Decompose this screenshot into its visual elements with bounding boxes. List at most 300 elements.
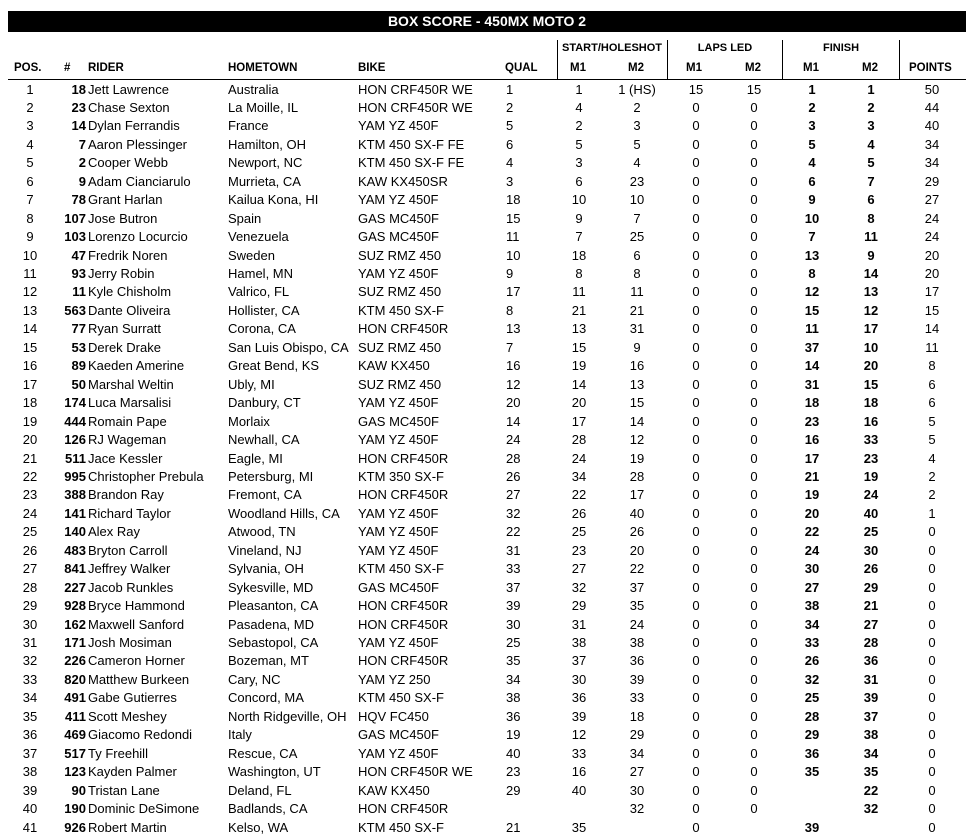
cell-laps-m2: 0 xyxy=(750,487,758,503)
header-points: POINTS xyxy=(909,62,952,74)
cell-laps-m2: 0 xyxy=(750,284,758,300)
cell-qual: 39 xyxy=(506,598,521,614)
cell-start-m1: 34 xyxy=(571,468,587,484)
cell-laps-m2: 0 xyxy=(750,247,758,263)
cell-hometown: Badlands, CA xyxy=(228,801,308,817)
cell-start-m2: 38 xyxy=(629,635,645,650)
cell-rider: Jacob Runkles xyxy=(88,579,174,595)
cell-points: 2 xyxy=(928,487,936,503)
cell-laps-m2: 0 xyxy=(750,192,758,208)
cell-laps-m2: 0 xyxy=(750,229,758,245)
cell-start-m2: 12 xyxy=(629,432,645,448)
cell-start-m2: 34 xyxy=(629,745,645,761)
cell-finish-m1: 33 xyxy=(804,635,820,650)
cell-laps-m2: 0 xyxy=(750,745,758,761)
cell-laps-m2: 0 xyxy=(750,598,758,614)
cell-qual: 33 xyxy=(506,561,521,577)
cell-start-m2: 32 xyxy=(629,801,645,817)
cell-finish-m1: 34 xyxy=(804,616,820,632)
cell-hometown: Corona, CA xyxy=(228,321,296,337)
cell-laps-m1: 0 xyxy=(692,413,700,429)
cell-number: 14 xyxy=(71,118,86,134)
table-row xyxy=(8,671,966,690)
cell-finish-m2: 30 xyxy=(863,542,879,558)
cell-bike: YAM YZ 450F xyxy=(358,395,439,411)
cell-pos: 21 xyxy=(22,450,38,466)
cell-finish-m2: 33 xyxy=(863,432,879,448)
cell-finish-m1: 14 xyxy=(804,358,820,374)
cell-number: 444 xyxy=(64,413,86,429)
cell-laps-m2: 15 xyxy=(746,81,762,97)
cell-qual: 5 xyxy=(506,118,514,134)
cell-laps-m1: 0 xyxy=(692,764,700,780)
cell-pos: 18 xyxy=(22,395,38,411)
cell-finish-m1: 38 xyxy=(804,598,820,614)
cell-finish-m2: 24 xyxy=(863,487,879,503)
cell-bike: KTM 450 SX-F xyxy=(358,690,444,706)
cell-start-m1: 28 xyxy=(571,432,587,448)
cell-start-m2: 9 xyxy=(633,339,641,355)
cell-finish-m2: 13 xyxy=(863,284,879,300)
cell-pos: 8 xyxy=(26,210,34,226)
cell-laps-m2: 0 xyxy=(750,173,758,189)
cell-qual: 29 xyxy=(506,782,521,798)
cell-laps-m1: 0 xyxy=(692,690,700,706)
cell-points: 0 xyxy=(928,598,936,614)
cell-finish-m1: 26 xyxy=(804,653,820,669)
table-row xyxy=(8,634,966,653)
cell-start-m2: 17 xyxy=(629,487,645,503)
table-row xyxy=(8,616,966,635)
cell-bike: YAM YZ 450F xyxy=(358,524,439,540)
cell-points: 0 xyxy=(928,653,936,669)
cell-finish-m2: 20 xyxy=(863,358,879,374)
cell-start-m1: 35 xyxy=(571,819,587,835)
cell-hometown: Newport, NC xyxy=(228,155,303,171)
cell-laps-m1: 0 xyxy=(692,727,700,743)
table-row xyxy=(8,247,966,266)
cell-finish-m1: 10 xyxy=(804,210,820,226)
cell-rider: Kaeden Amerine xyxy=(88,358,185,374)
cell-points: 0 xyxy=(928,579,936,595)
cell-pos: 27 xyxy=(22,561,38,577)
cell-bike: HON CRF450R xyxy=(358,598,449,614)
cell-points: 0 xyxy=(928,542,936,558)
cell-laps-m1: 0 xyxy=(692,616,700,632)
table-row xyxy=(8,468,966,487)
cell-points: 5 xyxy=(928,432,936,448)
cell-points: 0 xyxy=(928,671,936,687)
cell-number: 227 xyxy=(64,579,86,595)
box-score-title: BOX SCORE - 450MX MOTO 2 xyxy=(8,11,966,32)
table-row xyxy=(8,357,966,376)
cell-start-m2: 1 (HS) xyxy=(618,81,656,97)
cell-rider: Lorenzo Locurcio xyxy=(88,229,188,245)
cell-number: 517 xyxy=(64,745,86,761)
cell-points: 4 xyxy=(928,450,936,466)
cell-rider: Grant Harlan xyxy=(88,192,163,208)
cell-bike: HQV FC450 xyxy=(358,708,429,724)
table-row xyxy=(8,505,966,524)
cell-qual: 17 xyxy=(506,284,521,300)
cell-pos: 28 xyxy=(22,579,38,595)
cell-start-m2: 39 xyxy=(629,671,645,687)
cell-laps-m1: 0 xyxy=(692,173,700,189)
cell-pos: 7 xyxy=(26,192,34,208)
cell-start-m1: 38 xyxy=(571,635,587,650)
cell-pos: 33 xyxy=(22,671,38,687)
cell-rider: Kyle Chisholm xyxy=(88,284,172,300)
cell-start-m1: 24 xyxy=(571,450,587,466)
cell-pos: 24 xyxy=(22,505,38,521)
cell-number: 47 xyxy=(71,247,86,263)
header-bike: BIKE xyxy=(358,62,386,74)
cell-points: 0 xyxy=(928,690,936,706)
cell-pos: 1 xyxy=(26,81,34,97)
cell-finish-m2: 17 xyxy=(863,321,879,337)
table-row xyxy=(8,320,966,339)
cell-points: 2 xyxy=(928,468,936,484)
cell-qual: 11 xyxy=(506,229,520,245)
table-row xyxy=(8,782,966,801)
cell-laps-m2: 0 xyxy=(750,561,758,577)
cell-start-m1: 9 xyxy=(575,210,583,226)
cell-hometown: Pleasanton, CA xyxy=(228,598,319,614)
cell-points: 0 xyxy=(928,801,936,817)
cell-finish-m1: 9 xyxy=(808,192,816,208)
cell-number: 126 xyxy=(64,432,86,448)
cell-finish-m2: 10 xyxy=(863,339,879,355)
cell-qual: 13 xyxy=(506,321,521,337)
cell-start-m2: 2 xyxy=(633,99,641,115)
cell-laps-m1: 0 xyxy=(692,247,700,263)
cell-start-m1: 14 xyxy=(571,376,587,392)
cell-number: 18 xyxy=(71,81,86,97)
cell-pos: 22 xyxy=(22,468,38,484)
cell-pos: 3 xyxy=(26,118,34,134)
cell-points: 11 xyxy=(925,339,939,355)
cell-start-m1: 21 xyxy=(571,302,587,318)
cell-finish-m1: 11 xyxy=(805,321,819,337)
cell-points: 0 xyxy=(928,782,936,798)
cell-hometown: Murrieta, CA xyxy=(228,173,301,189)
cell-start-m2: 3 xyxy=(633,118,641,134)
cell-points: 0 xyxy=(928,745,936,761)
cell-hometown: Great Bend, KS xyxy=(228,358,320,374)
cell-start-m2: 28 xyxy=(629,468,645,484)
cell-hometown: Ubly, MI xyxy=(228,376,275,392)
cell-points: 34 xyxy=(924,155,940,171)
cell-start-m1: 37 xyxy=(571,653,587,669)
cell-finish-m1: 31 xyxy=(804,376,820,392)
cell-rider: Tristan Lane xyxy=(88,782,160,798)
table-row xyxy=(8,81,966,100)
cell-points: 0 xyxy=(928,616,936,632)
cell-bike: SUZ RMZ 450 xyxy=(358,284,442,300)
cell-pos: 23 xyxy=(22,487,38,503)
cell-start-m2: 15 xyxy=(629,395,645,411)
cell-hometown: Valrico, FL xyxy=(228,284,290,300)
table-row xyxy=(8,173,966,192)
cell-laps-m2: 0 xyxy=(750,505,758,521)
cell-qual: 4 xyxy=(506,155,514,171)
cell-rider: Jeffrey Walker xyxy=(88,561,171,577)
cell-qual: 6 xyxy=(506,136,514,152)
cell-laps-m2: 0 xyxy=(750,155,758,171)
cell-start-m2: 36 xyxy=(629,653,645,669)
cell-points: 40 xyxy=(924,118,940,134)
table-row xyxy=(8,302,966,321)
cell-pos: 14 xyxy=(22,321,38,337)
cell-start-m2: 31 xyxy=(629,321,645,337)
cell-start-m2: 22 xyxy=(629,561,645,577)
cell-hometown: Newhall, CA xyxy=(228,432,300,448)
cell-points: 0 xyxy=(928,727,936,743)
table-row xyxy=(8,376,966,395)
cell-start-m1: 12 xyxy=(571,727,587,743)
cell-number: 23 xyxy=(71,99,86,115)
cell-pos: 39 xyxy=(22,782,38,798)
cell-finish-m2: 28 xyxy=(863,635,879,650)
table-row xyxy=(8,689,966,708)
cell-start-m1: 17 xyxy=(571,413,587,429)
table-row xyxy=(8,117,966,136)
cell-finish-m2: 6 xyxy=(867,192,875,208)
cell-number: 2 xyxy=(78,155,86,171)
cell-pos: 6 xyxy=(26,173,34,189)
cell-finish-m2: 27 xyxy=(863,616,879,632)
cell-qual: 27 xyxy=(506,487,521,503)
cell-points: 1 xyxy=(928,505,936,521)
cell-finish-m1: 1 xyxy=(808,81,816,97)
cell-pos: 30 xyxy=(22,616,38,632)
cell-laps-m1: 0 xyxy=(692,99,700,115)
cell-rider: Brandon Ray xyxy=(88,487,164,503)
cell-number: 820 xyxy=(64,671,86,687)
cell-bike: HON CRF450R xyxy=(358,450,449,466)
cell-laps-m2: 0 xyxy=(750,764,758,780)
cell-laps-m1: 0 xyxy=(692,155,700,171)
cell-qual: 8 xyxy=(506,302,514,318)
cell-laps-m2: 0 xyxy=(750,671,758,687)
cell-finish-m1: 3 xyxy=(808,118,816,134)
cell-number: 995 xyxy=(64,468,86,484)
divider xyxy=(667,40,668,80)
cell-start-m2: 20 xyxy=(629,542,645,558)
cell-laps-m1: 0 xyxy=(692,229,700,245)
cell-rider: Adam Cianciarulo xyxy=(88,173,191,189)
cell-bike: GAS MC450F xyxy=(358,413,439,429)
cell-rider: Alex Ray xyxy=(88,524,141,540)
cell-finish-m2: 35 xyxy=(863,764,879,780)
cell-bike: YAM YZ 450F xyxy=(358,635,439,650)
cell-laps-m1: 0 xyxy=(692,671,700,687)
cell-qual: 30 xyxy=(506,616,521,632)
cell-finish-m2: 2 xyxy=(867,99,875,115)
cell-qual: 2 xyxy=(506,99,514,115)
cell-start-m1: 13 xyxy=(571,321,587,337)
cell-start-m2: 8 xyxy=(633,266,641,281)
cell-laps-m1: 0 xyxy=(692,561,700,577)
table-row xyxy=(8,191,966,210)
cell-rider: Romain Pape xyxy=(88,413,167,429)
cell-start-m1: 20 xyxy=(571,395,587,411)
cell-points: 0 xyxy=(928,635,936,650)
table-row xyxy=(8,413,966,432)
cell-finish-m1: 35 xyxy=(804,764,820,780)
cell-laps-m1: 0 xyxy=(692,542,700,558)
cell-rider: Derek Drake xyxy=(88,339,161,355)
table-row xyxy=(8,726,966,745)
cell-finish-m1: 27 xyxy=(804,579,820,595)
cell-laps-m1: 0 xyxy=(692,266,700,281)
cell-number: 483 xyxy=(64,542,86,558)
cell-rider: Giacomo Redondi xyxy=(88,727,193,743)
cell-finish-m2: 21 xyxy=(863,598,879,614)
cell-laps-m1: 0 xyxy=(692,339,700,355)
table-row xyxy=(8,228,966,247)
cell-laps-m2: 0 xyxy=(750,708,758,724)
cell-laps-m2: 0 xyxy=(750,413,758,429)
cell-finish-m1: 19 xyxy=(804,487,820,503)
cell-laps-m1: 0 xyxy=(692,321,700,337)
cell-finish-m1: 32 xyxy=(804,671,820,687)
cell-start-m2: 6 xyxy=(633,247,641,263)
cell-start-m1: 3 xyxy=(575,155,583,171)
cell-laps-m1: 0 xyxy=(692,801,700,817)
cell-laps-m1: 0 xyxy=(692,653,700,669)
cell-qual: 19 xyxy=(506,727,521,743)
cell-rider: Josh Mosiman xyxy=(88,635,172,650)
cell-finish-m1: 30 xyxy=(804,561,820,577)
cell-start-m1: 25 xyxy=(571,524,587,540)
cell-start-m1: 29 xyxy=(571,598,587,614)
table-row xyxy=(8,579,966,598)
cell-hometown: Rescue, CA xyxy=(228,745,298,761)
header-laps-m1: M1 xyxy=(686,62,702,74)
cell-finish-m1: 24 xyxy=(804,542,820,558)
cell-rider: Jose Butron xyxy=(88,210,158,226)
cell-hometown: La Moille, IL xyxy=(228,99,299,115)
cell-laps-m1: 0 xyxy=(692,598,700,614)
table-row xyxy=(8,450,966,469)
table-row xyxy=(8,745,966,764)
cell-start-m2: 27 xyxy=(629,764,645,780)
cell-finish-m1: 39 xyxy=(804,819,820,835)
cell-number: 90 xyxy=(71,782,86,798)
table-row xyxy=(8,431,966,450)
cell-points: 24 xyxy=(924,210,940,226)
cell-pos: 36 xyxy=(22,727,38,743)
cell-points: 0 xyxy=(928,561,936,577)
cell-qual: 3 xyxy=(506,173,514,189)
cell-qual: 18 xyxy=(506,192,521,208)
cell-start-m1: 4 xyxy=(575,99,583,115)
cell-laps-m2: 0 xyxy=(750,542,758,558)
cell-number: 141 xyxy=(64,505,86,521)
cell-start-m1: 1 xyxy=(575,81,583,97)
header-start-m2: M2 xyxy=(628,62,644,74)
table-row xyxy=(8,708,966,727)
cell-qual: 35 xyxy=(506,653,521,669)
cell-qual: 21 xyxy=(506,819,521,835)
cell-start-m1: 30 xyxy=(571,671,587,687)
cell-rider: Gabe Gutierres xyxy=(88,690,177,706)
cell-bike: HON CRF450R WE xyxy=(358,764,473,780)
cell-qual: 12 xyxy=(506,376,521,392)
table-row xyxy=(8,339,966,358)
cell-bike: YAM YZ 250 xyxy=(358,671,431,687)
cell-number: 103 xyxy=(64,229,86,245)
cell-rider: Scott Meshey xyxy=(88,708,167,724)
cell-finish-m2: 15 xyxy=(863,376,879,392)
cell-laps-m2: 0 xyxy=(750,432,758,448)
divider xyxy=(899,40,900,80)
cell-qual: 7 xyxy=(506,339,514,355)
cell-pos: 2 xyxy=(26,99,34,115)
cell-hometown: Washington, UT xyxy=(228,764,321,780)
table-row xyxy=(8,136,966,155)
cell-points: 0 xyxy=(928,819,936,835)
cell-hometown: Kailua Kona, HI xyxy=(228,192,319,208)
cell-qual: 28 xyxy=(506,450,521,466)
table-row xyxy=(8,542,966,561)
cell-rider: Cooper Webb xyxy=(88,155,168,171)
cell-hometown: San Luis Obispo, CA xyxy=(228,339,349,355)
cell-laps-m2: 0 xyxy=(750,358,758,374)
cell-qual: 20 xyxy=(506,395,521,411)
cell-laps-m1: 0 xyxy=(692,210,700,226)
cell-finish-m2: 40 xyxy=(863,505,879,521)
cell-finish-m2: 16 xyxy=(863,413,879,429)
cell-rider: Matthew Burkeen xyxy=(88,671,190,687)
table-row xyxy=(8,283,966,302)
table-row xyxy=(8,394,966,413)
cell-points: 0 xyxy=(928,524,936,540)
table-row xyxy=(8,560,966,579)
cell-start-m2: 4 xyxy=(633,155,641,171)
cell-number: 53 xyxy=(71,339,86,355)
cell-laps-m1: 0 xyxy=(692,432,700,448)
cell-pos: 38 xyxy=(22,764,38,780)
cell-finish-m1: 15 xyxy=(804,302,820,318)
cell-number: 89 xyxy=(71,358,86,374)
table-row xyxy=(8,523,966,542)
cell-laps-m2: 0 xyxy=(750,782,758,798)
cell-qual: 16 xyxy=(506,358,521,374)
cell-hometown: Petersburg, MI xyxy=(228,468,314,484)
cell-qual: 40 xyxy=(506,745,521,761)
cell-qual: 25 xyxy=(506,635,521,650)
cell-number: 78 xyxy=(71,192,86,208)
cell-start-m2: 18 xyxy=(629,708,645,724)
cell-pos: 10 xyxy=(22,247,38,263)
cell-hometown: Sylvania, OH xyxy=(228,561,304,577)
cell-finish-m2: 9 xyxy=(867,247,875,263)
cell-laps-m2: 0 xyxy=(750,321,758,337)
cell-bike: SUZ RMZ 450 xyxy=(358,376,442,392)
cell-laps-m1: 0 xyxy=(692,708,700,724)
header-finish-m2: M2 xyxy=(862,62,878,74)
cell-points: 20 xyxy=(924,266,940,281)
cell-finish-m2: 31 xyxy=(863,671,879,687)
cell-start-m2: 30 xyxy=(629,782,645,798)
cell-bike: GAS MC450F xyxy=(358,579,439,595)
cell-hometown: Atwood, TN xyxy=(228,524,296,540)
cell-laps-m1: 0 xyxy=(692,524,700,540)
cell-rider: Chase Sexton xyxy=(88,99,170,115)
cell-laps-m1: 0 xyxy=(692,136,700,152)
